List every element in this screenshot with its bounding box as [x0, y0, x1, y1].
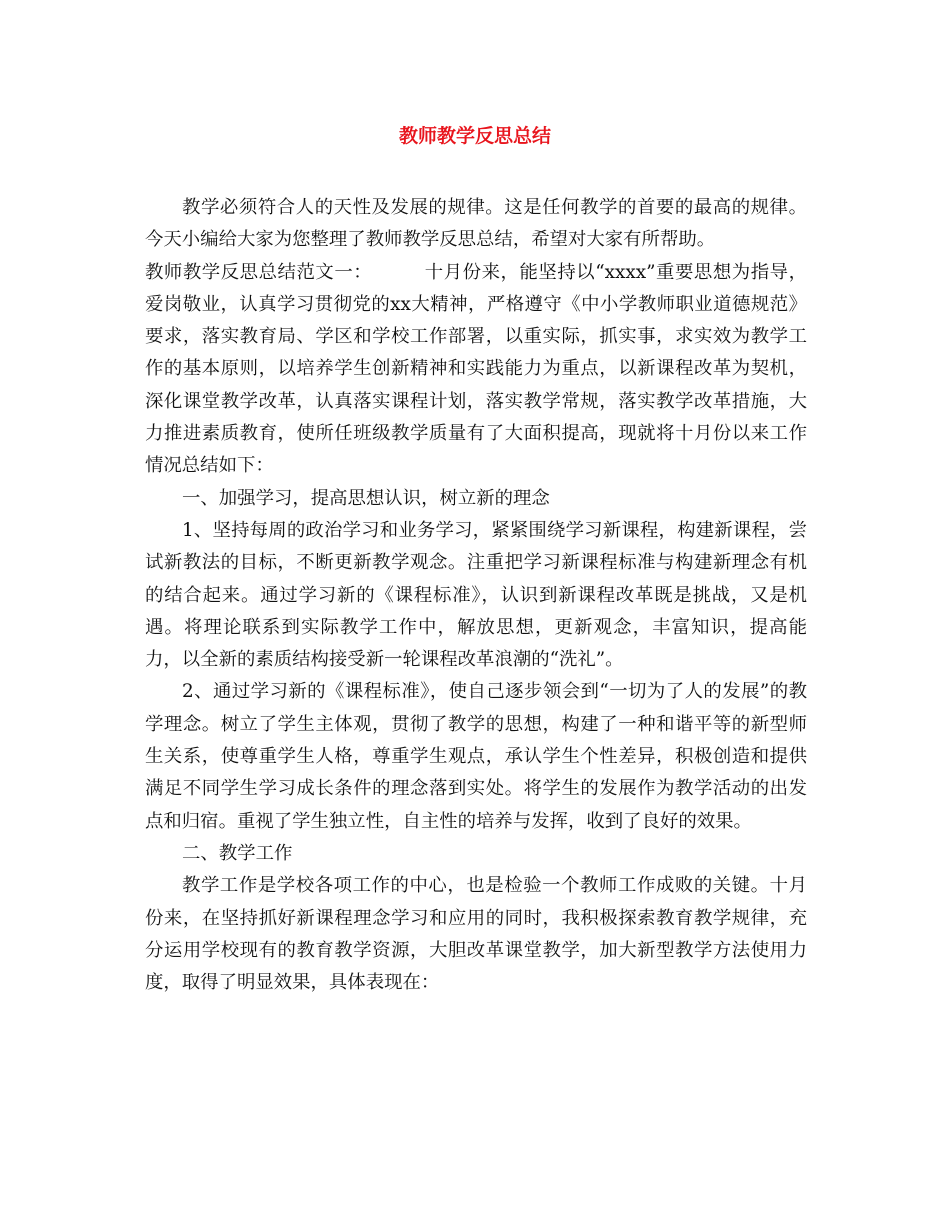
sample-body: 十月份来，能坚持以“xxxx”重要思想为指导，爱岗敬业，认真学习贯彻党的xx大精神，严格遵守《中小学教师职业道德规范》要求，落实教育局、学区和学校工作部署，以重实际，抓实事，求实效为教学工作的基本原则，以培养学生创新精神和实践能力为重点，以新课程改革为契机，深化课堂教学改革，认真落实课程计划，落实教学常规，落实教学改革措施，大力推进素质教育，使所任班级教学质量有了大面积提高，现就将十月份以来工作情况总结如下： — [145, 261, 807, 477]
point-2-paragraph: 2、通过学习新的《课程标准》，使自己逐步领会到“一切为了人的发展”的教学理念。树立了学生主体观，贯彻了教学的思想，构建了一种和谐平等的新型师生关系，使尊重学生人格，尊重学生观点，承认学生个性差异，积极创造和提供满足不同学生学习成长条件的理念落到实处。将学生的发展作为教学活动的出发点和归宿。重视了学生独立性，自主性的培养与发挥，收到了良好的效果。 — [145, 681, 807, 832]
section-2-paragraph: 教学工作是学校各项工作的中心，也是检验一个教师工作成败的关键。十月份来，在坚持抓好新课程理念学习和应用的同时，我积极探索教育教学规律，充分运用学校现有的教育教学资源，大胆改革课堂教学，加大新型教学方法使用力度，取得了明显效果，具体表现在： — [145, 875, 807, 994]
sample-paragraph — [145, 257, 807, 483]
sample-label: 教师教学反思总结范文一： — [145, 261, 373, 283]
intro-paragraph: 教学必须符合人的天性及发展的规律。这是任何教学的首要的最高的规律。今天小编给大家为您整理了教师教学反思总结，希望对大家有所帮助。 — [145, 197, 807, 251]
section-1-heading: 一、加强学习，提高思想认识，树立新的理念 — [182, 487, 550, 509]
section-2-heading: 二、教学工作 — [182, 842, 293, 864]
point-1-paragraph: 1、坚持每周的政治学习和业务学习，紧紧围绕学习新课程，构建新课程，尝试新教法的目标，不断更新教学观念。注重把学习新课程标准与构建新理念有机的结合起来。通过学习新的《课程标准》，认识到新课程改革既是挑战，又是机遇。将理论联系到实际教学工作中，解放思想，更新观念，丰富知识，提高能力，以全新的素质结构接受新一轮课程改革浪潮的“洗礼”。 — [145, 519, 807, 671]
document-body — [145, 192, 807, 999]
document-title: 教师教学反思总结 — [398, 125, 551, 147]
